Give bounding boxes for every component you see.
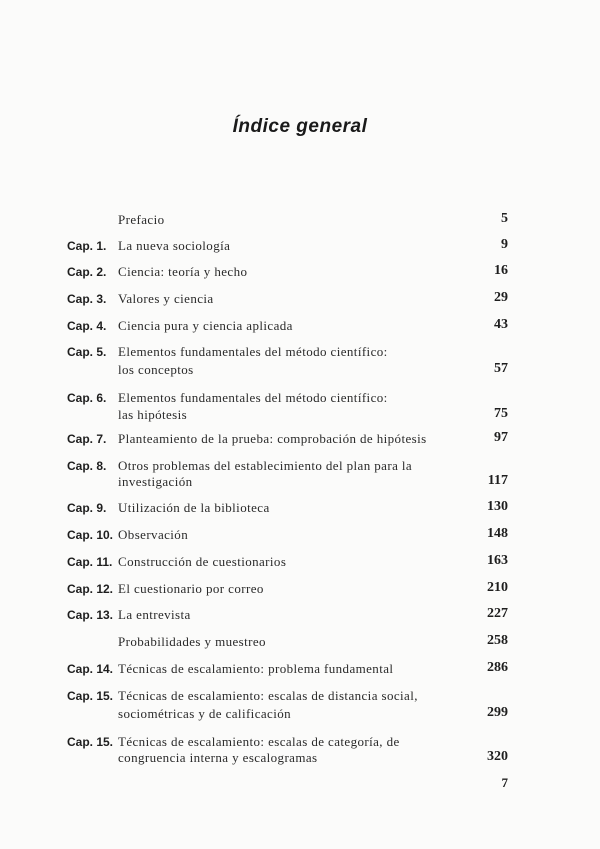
- page-ref: 286: [487, 660, 508, 675]
- page-ref: 210: [487, 580, 508, 595]
- chapter-title: las hipótesis: [118, 407, 188, 422]
- chapter-title: Ciencia pura y ciencia aplicada: [118, 318, 293, 333]
- chapter-label: Cap. 15.: [67, 689, 114, 703]
- page-ref: 97: [494, 430, 508, 445]
- chapter-title: Valores y ciencia: [118, 291, 214, 306]
- page-ref: 117: [487, 473, 508, 488]
- chapter-title: Construcción de cuestionarios: [118, 554, 287, 569]
- chapter-title: Otros problemas del establecimiento del plan para la: [118, 458, 413, 473]
- chapter-title: La nueva sociología: [118, 238, 231, 253]
- page-ref: 75: [494, 406, 508, 421]
- chapter-label: Cap. 15.: [67, 735, 114, 749]
- chapter-label: Cap. 11.: [67, 555, 113, 569]
- chapter-title: Elementos fundamentales del método científico:: [118, 344, 388, 359]
- chapter-title: investigación: [118, 474, 193, 489]
- chapter-title: Probabilidades y muestreo: [118, 634, 266, 649]
- chapter-title: Observación: [118, 527, 189, 542]
- chapter-title: congruencia interna y escalogramas: [118, 750, 318, 765]
- chapter-title: sociométricas y de calificación: [118, 706, 292, 721]
- chapter-title: El cuestionario por correo: [118, 581, 264, 596]
- chapter-title: Técnicas de escalamiento: problema fundamental: [118, 661, 394, 676]
- chapter-title: Elementos fundamentales del método científico:: [118, 390, 388, 405]
- chapter-label: Cap. 1.: [67, 239, 107, 253]
- chapter-label: Cap. 13.: [67, 608, 114, 622]
- chapter-label: Cap. 14.: [67, 662, 114, 676]
- chapter-title: Técnicas de escalamiento: escalas de distancia social,: [118, 688, 418, 703]
- chapter-label: Cap. 10.: [67, 528, 114, 542]
- chapter-label: Cap. 3.: [67, 292, 107, 306]
- chapter-title: Prefacio: [118, 212, 165, 227]
- page-ref: 227: [487, 606, 508, 621]
- page-ref: 258: [487, 633, 508, 648]
- page-title: Índice general: [232, 116, 368, 137]
- page-ref: 43: [494, 317, 508, 332]
- chapter-label: Cap. 2.: [67, 265, 107, 279]
- chapter-title: La entrevista: [118, 607, 191, 622]
- chapter-title: Ciencia: teoría y hecho: [118, 264, 248, 279]
- chapter-label: Cap. 8.: [67, 459, 107, 473]
- page-ref: 16: [494, 263, 508, 278]
- chapter-title: Utilización de la biblioteca: [118, 500, 270, 515]
- chapter-label: Cap. 9.: [67, 501, 107, 515]
- chapter-title: Técnicas de escalamiento: escalas de categoría, de: [118, 734, 400, 749]
- chapter-label: Cap. 6.: [67, 391, 107, 405]
- page-number: 7: [501, 775, 508, 790]
- page-ref: 9: [501, 237, 508, 252]
- chapter-label: Cap. 4.: [67, 319, 107, 333]
- page-ref: 29: [494, 290, 508, 305]
- page-ref: 320: [487, 749, 508, 764]
- page-ref: 299: [487, 705, 508, 720]
- chapter-title: los conceptos: [118, 362, 194, 377]
- chapter-label: Cap. 7.: [67, 432, 107, 446]
- page-ref: 5: [501, 211, 508, 226]
- page-ref: 130: [487, 499, 508, 514]
- chapter-title: Planteamiento de la prueba: comprobación de hipótesis: [118, 431, 427, 446]
- chapter-label: Cap. 12.: [67, 582, 114, 596]
- page-ref: 163: [487, 553, 508, 568]
- chapter-label: Cap. 5.: [67, 345, 107, 359]
- page-ref: 148: [487, 526, 508, 541]
- page-ref: 57: [494, 361, 508, 376]
